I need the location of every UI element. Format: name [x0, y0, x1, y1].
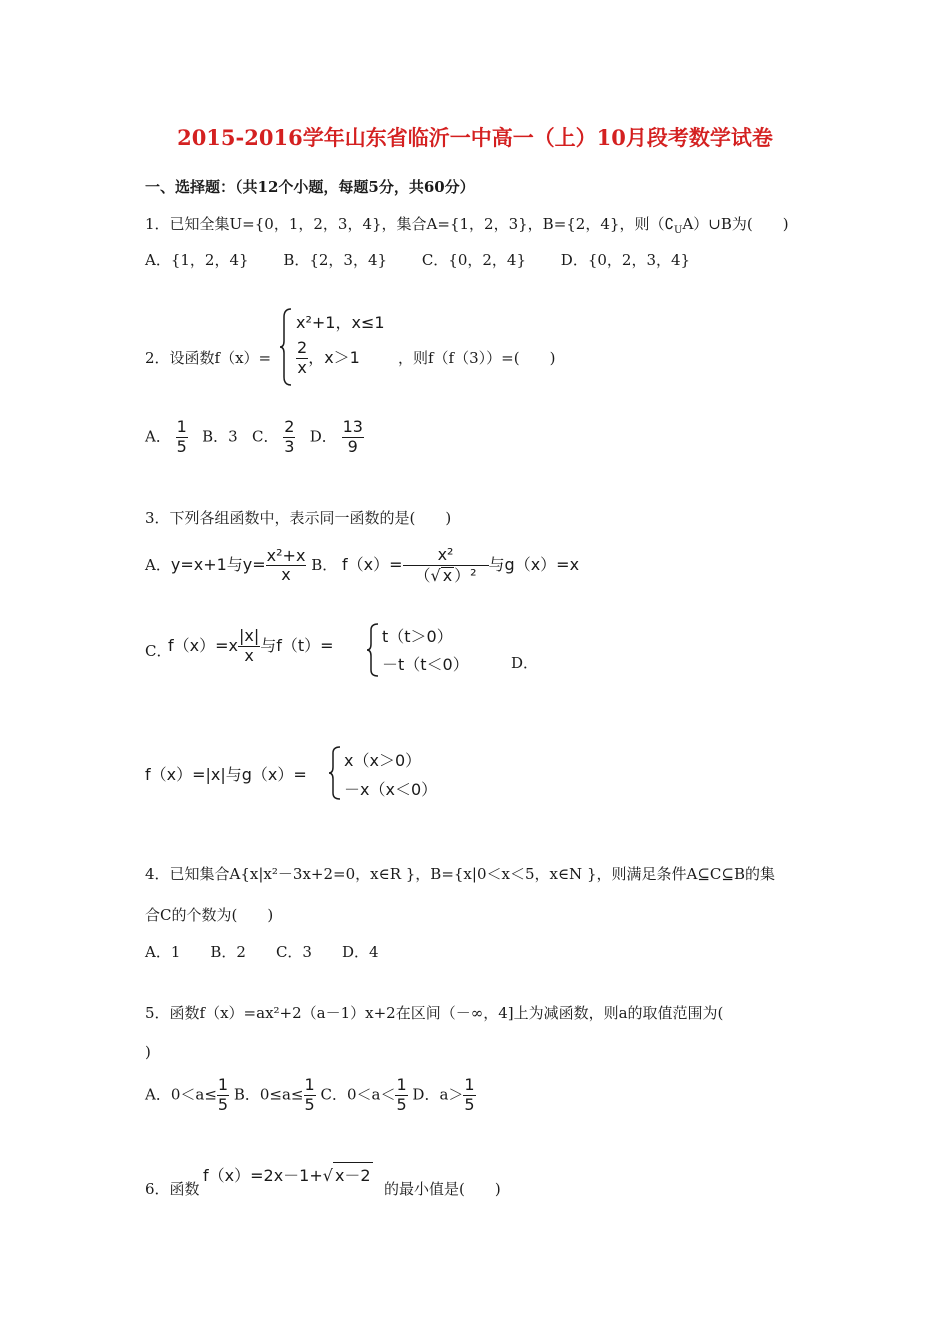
- q3-d-expr: f（x）=|x|与g（x）=: [145, 765, 307, 784]
- q3-d-case-1: x（x＞0）: [344, 751, 422, 770]
- q2-opt-a-den: 5: [176, 436, 187, 456]
- q3-b-den-l: （: [414, 565, 431, 585]
- q3-c-mid: 与f（t）=: [260, 635, 334, 655]
- section-heading: 一、选择题：（共12个小题，每题5分，共60分）: [145, 178, 475, 196]
- q4-line-2: 合C的个数为( ): [145, 906, 274, 924]
- q2-tail: ，则f（f（3））=( ): [398, 349, 556, 367]
- q3-option-a-b: A．y=x+1与y= $\frac{\text{x²+x}}{x}$ B． f（x）= $\frac{\text{x²}}{\text{（√ x ）²}}$ 与g（x）=x: [145, 545, 580, 585]
- q2-opt-a: A．: [145, 427, 171, 446]
- q5-opt-a-den: 5: [217, 1094, 229, 1114]
- q5-opt-c-den: 5: [396, 1094, 407, 1114]
- q3-c-num: |x|: [238, 626, 260, 645]
- q5-opt-b-num: 1: [304, 1075, 315, 1094]
- q2-brace: [279, 307, 293, 387]
- q3-b-lead: B．: [311, 555, 338, 574]
- q5-opt-c: C．0＜a＜: [320, 1085, 396, 1104]
- q3-c-case-2: －t（t＜0）: [382, 655, 469, 674]
- q3-a-den: x: [281, 565, 291, 585]
- q2-case2-den: x: [297, 357, 307, 377]
- q2-case-2: [296, 340, 360, 377]
- q6-tail: 的最小值是( ): [384, 1180, 501, 1198]
- q3-b-den-sqrt: x: [442, 565, 453, 585]
- q3-c-den: x: [244, 645, 254, 665]
- q6-expr: f（x）=2x－1+√ x－2: [203, 1162, 373, 1186]
- q3-c-lead: C．: [145, 642, 172, 660]
- q5-opt-b: B．0≤a≤: [233, 1085, 304, 1104]
- q1-subscript: U: [674, 225, 683, 236]
- q2-opt-d: D．: [309, 427, 337, 446]
- q3-b-den-r: ）²: [454, 565, 477, 585]
- q2-case-1: x²+1，x≤1: [296, 313, 385, 332]
- q2-opt-c: C．: [252, 427, 279, 446]
- q3-b-num: x²: [403, 547, 489, 566]
- page-title: 2015-2016学年山东省临沂一中高一（上）10月段考数学试卷: [177, 125, 773, 150]
- question-1: [145, 213, 789, 236]
- q3-d-brace: [328, 745, 342, 801]
- q2-opt-d-num: 13: [342, 417, 363, 436]
- q5-options: [145, 1077, 476, 1114]
- q3-c-f: f（x）=x: [168, 635, 238, 655]
- q3-d-lead: D．: [511, 654, 539, 672]
- q5-opt-a: A．0＜a≤: [145, 1085, 217, 1104]
- q2-opt-a-num: 1: [176, 417, 187, 436]
- q4-options: A．1 B．2 C．3 D．4: [145, 943, 379, 961]
- q1-stem: 1．已知全集U={0，1，2，3，4}，集合A={1，2，3}，B={2，4}，则（∁: [145, 215, 674, 233]
- q3-a-num: x²+x: [266, 545, 306, 565]
- q3-a-lead: A．: [145, 555, 171, 574]
- q2-opt-b: B．3: [202, 427, 238, 446]
- q5-opt-c-num: 1: [396, 1075, 407, 1094]
- q3-c-case-1: t（t＞0）: [382, 627, 453, 646]
- q3-stem: 3．下列各组函数中，表示同一函数的是( ): [145, 509, 452, 527]
- q5-opt-b-den: 5: [304, 1094, 315, 1114]
- q5-opt-a-num: 1: [217, 1075, 229, 1094]
- q3-c-brace: [366, 622, 380, 678]
- q6-lead: 6．函数: [145, 1180, 200, 1198]
- q3-c-expr: [168, 628, 334, 665]
- q5-line-1: 5．函数f（x）=ax²+2（a－1）x+2在区间（－∞，4]上为减函数，则a的取值范围为(: [145, 1004, 724, 1022]
- q6-expr-text: f（x）=2x－1+: [203, 1166, 323, 1185]
- q2-case2-num: 2: [297, 338, 308, 357]
- q3-d-case-2: －x（x＜0）: [344, 780, 438, 799]
- q3-a-expr: y=x+1与y=: [170, 554, 266, 574]
- q5-line-2: ): [145, 1043, 151, 1061]
- q1-options: A．{1，2，4} B．{2，3，4} C．{0，2，4} D．{0，2，3，4}: [145, 251, 691, 269]
- q2-opt-c-num: 2: [284, 417, 295, 436]
- q5-opt-d-num: 1: [464, 1075, 475, 1094]
- q5-opt-d-den: 5: [464, 1094, 475, 1114]
- q1-stem-end: A）∪B为( ): [682, 215, 789, 233]
- q4-line-1: 4．已知集合A{x|x²－3x+2=0，x∈R }，B={x|0＜x＜5，x∈N }，则满足条件A⊆C⊆B的集: [145, 865, 775, 883]
- q5-opt-d: D．a＞: [412, 1085, 464, 1104]
- q2-options: [145, 419, 364, 456]
- q2-opt-c-den: 3: [284, 436, 295, 456]
- q3-b-expr: f（x）=: [342, 554, 403, 574]
- q3-b-tail: 与g（x）=x: [488, 554, 580, 574]
- q2-opt-d-den: 9: [347, 436, 358, 456]
- q2-case2-rest: ，x＞1: [308, 347, 360, 367]
- q6-sqrt: x－2: [333, 1162, 373, 1186]
- q2-lead: 2．设函数f（x）=: [145, 349, 272, 367]
